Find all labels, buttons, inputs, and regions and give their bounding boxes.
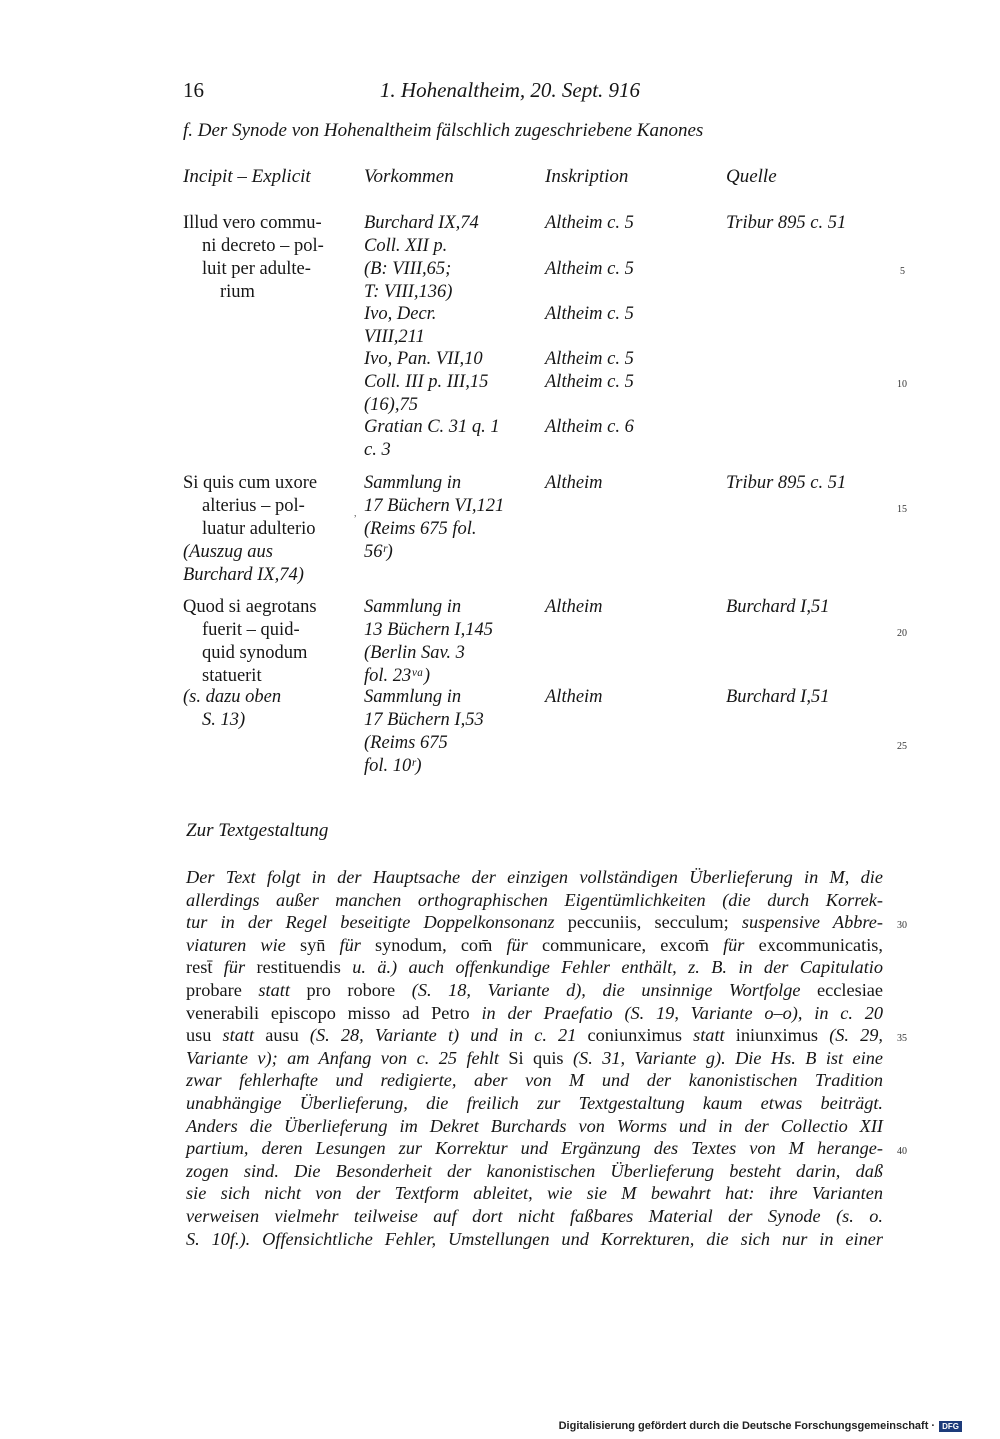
text-run: communicare, excom̄: [541, 934, 709, 955]
vorkommen-line: T: VIII,136): [364, 282, 453, 302]
vorkommen-line: (16),75: [364, 395, 418, 415]
column-header-vorkommen: Vorkommen: [364, 166, 454, 187]
vorkommen-line: (Reims 675: [364, 733, 448, 753]
text-run: Anders die Überlieferung im Dekret Burchards von Worms und in der Collectio XII: [186, 1115, 883, 1136]
quelle-cell: Burchard I,51: [726, 597, 830, 617]
text-run: restituendis: [256, 957, 341, 978]
incipit-line: Illud vero commu-: [183, 213, 322, 233]
text-run: tur in der Regel beseitigte Doppelkonsonanz: [186, 912, 568, 933]
vorkommen-line: (Reims 675 fol.: [364, 519, 477, 539]
paragraph-line: [186, 1228, 883, 1251]
vorkommen-line: fol. 10ʳ): [364, 756, 422, 776]
incipit-line: alterius – pol-: [202, 496, 305, 516]
text-run: ecclesiae: [817, 980, 884, 1000]
text-run: (S. 28, Variante t) und in c. 21: [298, 1025, 588, 1046]
vorkommen-line: 56ʳ): [364, 542, 393, 562]
text-run: (S. 31, Variante g). Die Hs. B ist eine: [563, 1047, 883, 1068]
text-run: in der Praefatio (S. 19, Variante o–o), in c. 20: [469, 1002, 883, 1023]
incipit-line: luatur adulterio: [202, 519, 316, 539]
incipit-line: (s. dazu oben: [183, 687, 282, 707]
text-run: synodum, com̄: [375, 934, 493, 955]
quelle-cell: Burchard I,51: [726, 687, 830, 707]
paragraph-line: [186, 889, 883, 912]
vorkommen-line: 17 Büchern I,53: [364, 710, 484, 730]
text-run: S. 10f.). Offensichtliche Fehler, Umstellungen und Korrekturen, die sich nur in einer: [186, 1228, 883, 1249]
text-run: venerabili episcopo misso ad Petro: [186, 1002, 470, 1023]
incipit-line: luit per adulte-: [202, 259, 311, 279]
text-run: syn̄: [299, 934, 326, 955]
running-head: 1. Hohenaltheim, 20. Sept. 916: [379, 78, 641, 102]
paragraph-line: [186, 911, 883, 934]
stray-mark: ,: [354, 508, 357, 519]
dfg-logo: DFG: [939, 1421, 962, 1432]
subheading: Zur Textgestaltung: [186, 820, 329, 841]
text-run: peccuniis, secculum;: [567, 912, 729, 933]
line-number: 20: [897, 628, 907, 639]
vorkommen-line: 17 Büchern VI,121: [364, 496, 505, 516]
text-run: ausu: [265, 1025, 299, 1046]
text-run: probare: [186, 980, 242, 1000]
text-run: für: [325, 934, 376, 955]
paragraph-line: [186, 1047, 883, 1070]
vorkommen-line: Coll. III p. III,15: [364, 372, 489, 392]
text-run: für: [492, 934, 542, 955]
text-run: (S. 29,: [818, 1025, 884, 1046]
footer: [559, 1420, 962, 1432]
column-header-quelle: Quelle: [726, 166, 777, 187]
paragraph-line: [186, 1092, 883, 1115]
column-header-incipit: Incipit – Explicit: [183, 166, 311, 187]
text-run: statt: [241, 980, 307, 1000]
incipit-line: quid synodum: [202, 643, 308, 663]
footer-text: Digitalisierung gefördert durch die Deutsche Forschungsgemeinschaft ·: [558, 1420, 936, 1432]
paragraph-line: [186, 956, 883, 979]
text-run: zogen sind. Die Besonderheit der kanonistischen Überlieferung besteht darin, daß: [186, 1160, 883, 1181]
vorkommen-line: Sammlung in: [364, 687, 462, 707]
page-number: 16: [183, 78, 204, 102]
paragraph-line: [186, 979, 883, 1002]
text-run: Variante v); am Anfang von c. 25 fehlt: [186, 1047, 509, 1068]
vorkommen-line: Ivo, Pan. VII,10: [364, 349, 483, 369]
inskription-cell: Altheim c. 5: [545, 259, 634, 279]
vorkommen-line: Ivo, Decr.: [364, 304, 437, 324]
text-run: pro robore: [306, 980, 396, 1000]
line-number: 15: [897, 504, 907, 515]
incipit-line: Burchard IX,74): [183, 565, 304, 585]
text-run: statt: [211, 1025, 266, 1046]
incipit-line: rium: [220, 282, 255, 302]
vorkommen-line: Sammlung in: [364, 597, 462, 617]
inskription-cell: Altheim c. 6: [545, 417, 634, 437]
paragraph-line: [186, 1205, 883, 1228]
line-number: 40: [897, 1146, 907, 1157]
line-number: 30: [897, 920, 907, 931]
text-run: allerdings außer manchen orthographischen Eigentümlichkeiten (die durch Korrek-: [186, 889, 883, 910]
incipit-line: statuerit: [202, 666, 262, 686]
inskription-cell: Altheim: [545, 687, 603, 707]
text-run: zwar fehlerhafte und redigierte, aber von M und der kanonistischen Tradition: [186, 1070, 883, 1091]
vorkommen-line: Burchard IX,74: [364, 213, 479, 233]
vorkommen-line: Gratian C. 31 q. 1: [364, 417, 500, 437]
text-run: excommunicatis,: [758, 934, 883, 955]
paragraph-line: [186, 866, 883, 889]
vorkommen-line: (Berlin Sav. 3: [364, 643, 465, 663]
vorkommen-line: Coll. XII p.: [364, 236, 448, 256]
text-run: verweisen vielmehr teilweise auf dort nicht faßbares Material der Synode (s. o.: [186, 1206, 883, 1226]
vorkommen-line: Sammlung in: [364, 473, 462, 493]
paragraph-line: [186, 934, 883, 957]
line-number: 25: [897, 741, 907, 752]
vorkommen-line: fol. 23ᵛᵃ): [364, 666, 430, 686]
line-number: 5: [900, 266, 905, 277]
incipit-line: Si quis cum uxore: [183, 473, 318, 493]
section-heading: f. Der Synode von Hohenaltheim fälschlich zugeschriebene Kanones: [183, 120, 704, 141]
paragraph-line: [186, 1002, 883, 1025]
text-run: suspensive Abbre-: [728, 912, 883, 933]
text-run: rest̄: [186, 957, 213, 978]
paragraph-line: [186, 1115, 883, 1138]
incipit-line: fuerit – quid-: [202, 620, 300, 640]
text-run: Si quis: [508, 1047, 564, 1068]
inskription-cell: Altheim: [545, 473, 603, 493]
paragraph-line: [186, 1137, 883, 1160]
paragraph-line: [186, 1069, 883, 1092]
quelle-cell: Tribur 895 c. 51: [726, 473, 847, 493]
quelle-cell: Tribur 895 c. 51: [726, 213, 847, 233]
line-number: 10: [897, 379, 907, 390]
text-run: Der Text folgt in der Hauptsache der einzigen vollständigen Überlieferung in M, die: [186, 867, 883, 887]
paragraph-line: [186, 1160, 883, 1183]
vorkommen-line: 13 Büchern I,145: [364, 620, 493, 640]
text-run: unabhängige Überlieferung, die freilich zur Textgestaltung kaum etwas beiträgt.: [186, 1093, 883, 1113]
text-run: sie sich nicht von der Textform ableitet, wie sie M bewahrt hat: ihre Varianten: [186, 1183, 883, 1204]
incipit-line: (Auszug aus: [183, 542, 273, 562]
line-number: 35: [897, 1033, 907, 1044]
vorkommen-line: c. 3: [364, 440, 391, 460]
text-run: u. ä.) auch offenkundige Fehler enthält, z. B. in der Capitulatio: [340, 957, 883, 978]
text-run: partium, deren Lesungen zur Korrektur und Ergänzung des Textes von M herange-: [186, 1138, 883, 1159]
inskription-cell: Altheim c. 5: [545, 349, 634, 369]
incipit-line: S. 13): [202, 710, 246, 730]
column-header-inskription: Inskription: [545, 166, 629, 187]
inskription-cell: Altheim c. 5: [545, 372, 634, 392]
text-run: für: [708, 934, 759, 955]
vorkommen-line: (B: VIII,65;: [364, 259, 452, 279]
text-run: iniunximus: [735, 1025, 819, 1046]
text-run: viaturen wie: [186, 934, 300, 955]
incipit-line: ni decreto – pol-: [202, 236, 324, 256]
inskription-cell: Altheim: [545, 597, 603, 617]
inskription-cell: Altheim c. 5: [545, 213, 634, 233]
vorkommen-line: VIII,211: [364, 327, 425, 347]
paragraph-line: [186, 1182, 883, 1205]
text-run: (S. 18, Variante d), die unsinnige Wortfolge: [395, 980, 818, 1000]
text-run: usu: [186, 1025, 212, 1046]
text-run: coniunximus: [587, 1025, 682, 1046]
text-run: für: [212, 957, 257, 978]
inskription-cell: Altheim c. 5: [545, 304, 634, 324]
text-run: statt: [681, 1025, 736, 1046]
incipit-line: Quod si aegrotans: [183, 597, 317, 617]
paragraph-line: [186, 1024, 883, 1047]
